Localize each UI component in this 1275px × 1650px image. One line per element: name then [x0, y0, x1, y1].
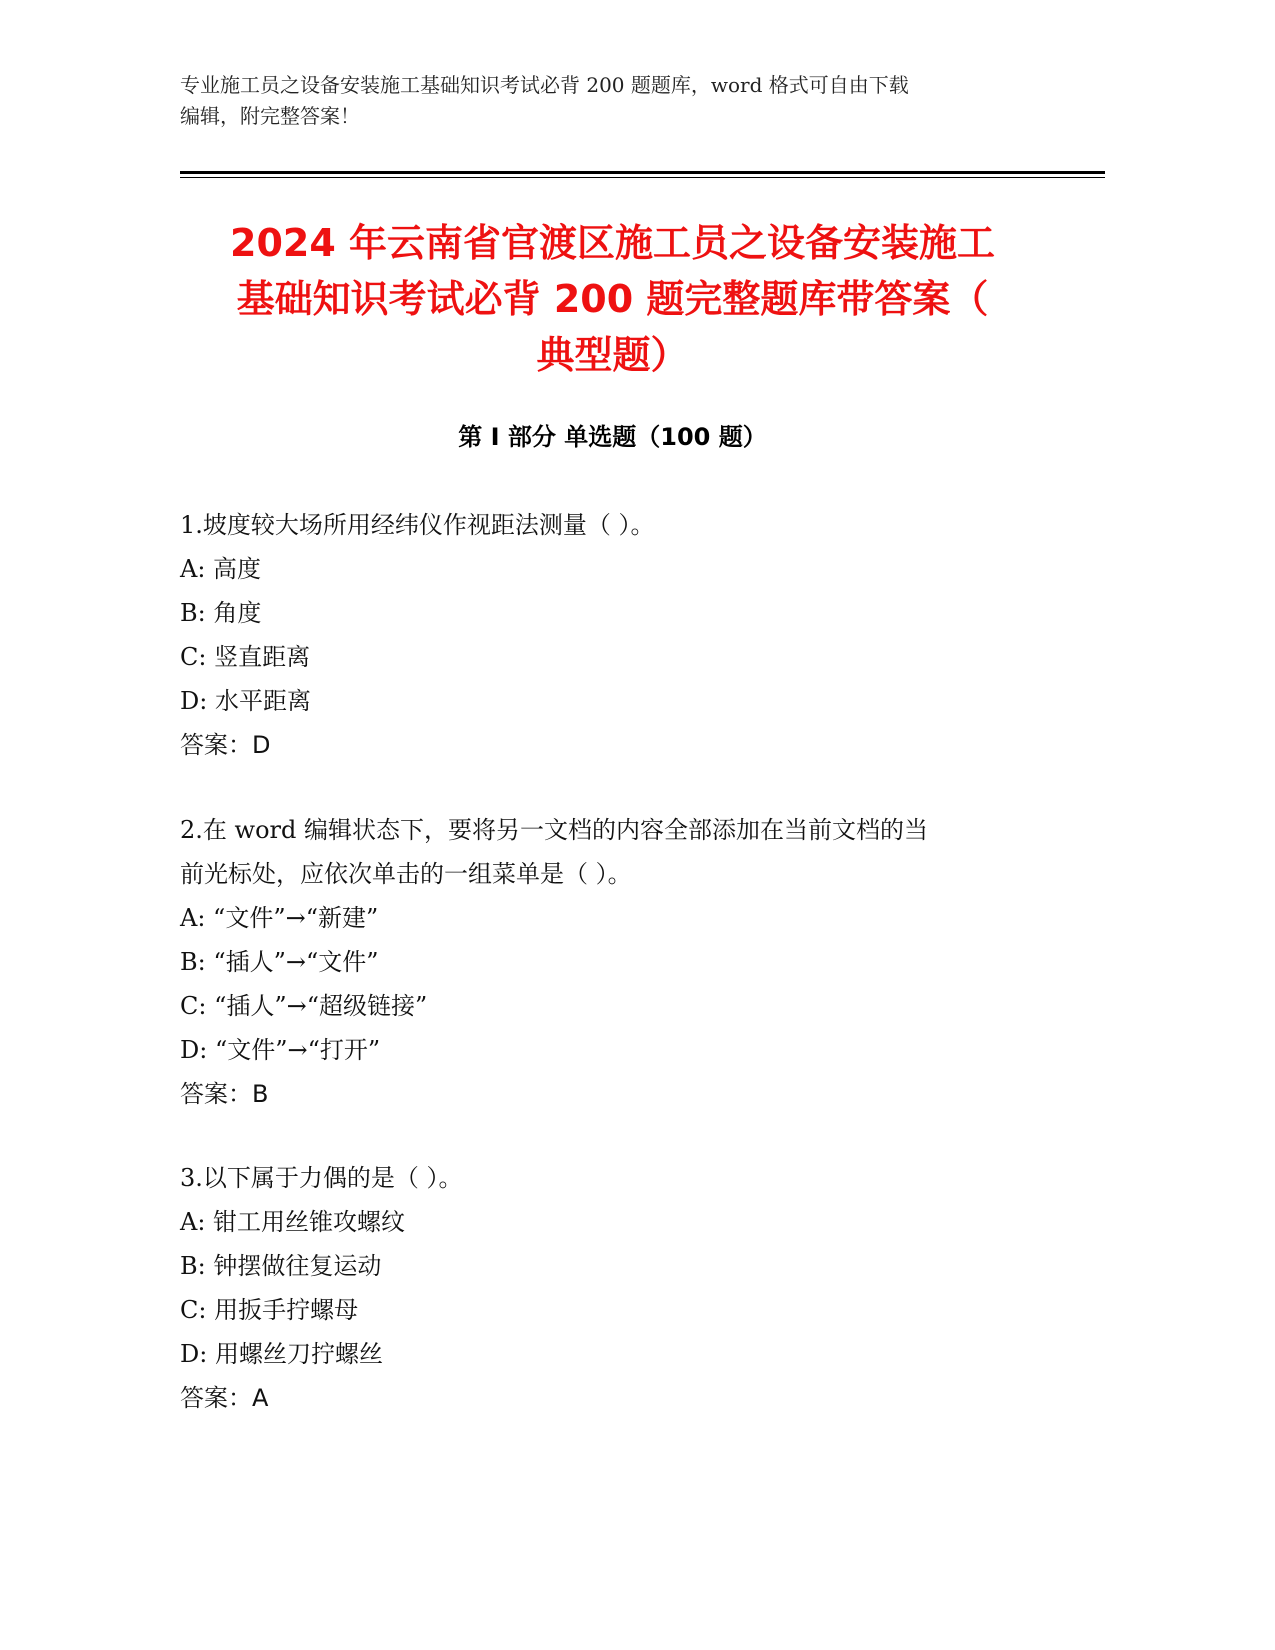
question-3	[180, 1156, 1060, 1420]
header-divider-thick	[180, 171, 1105, 174]
option-b: B: 钟摆做往复运动	[180, 1252, 382, 1280]
option-a: A: “文件”→“新建”	[180, 904, 379, 932]
option-c: C: “插人”→“超级链接”	[180, 992, 428, 1020]
option-b: B: 角度	[180, 599, 262, 627]
option-a: A: 钳工用丝锥攻螺纹	[180, 1208, 406, 1236]
option-c: C: 用扳手拧螺母	[180, 1296, 359, 1324]
question-2	[180, 808, 1060, 1116]
question-stem-line: 3.以下属于力偶的是（ ）。	[180, 1164, 463, 1192]
section-heading: 第 I 部分 单选题（100 题）	[458, 423, 767, 451]
header-note	[180, 70, 1080, 132]
title-line: 2024 年云南省官渡区施工员之设备安装施工	[230, 221, 995, 265]
header-divider-thin	[180, 177, 1105, 178]
question-stem	[180, 503, 1060, 547]
answer-line: 答案：B	[180, 1080, 269, 1108]
question-stem-line: 2.在 word 编辑状态下，要将另一文档的内容全部添加在当前文档的当	[180, 816, 928, 844]
answer-line: 答案：A	[180, 1384, 269, 1412]
header-note-line: 编辑，附完整答案！	[180, 104, 360, 128]
title-line: 基础知识考试必背 200 题完整题库带答案（	[236, 277, 989, 321]
question-stem	[180, 808, 1060, 896]
option-d: D: 用螺丝刀拧螺丝	[180, 1340, 383, 1368]
document-title	[150, 215, 1075, 383]
option-a: A: 高度	[180, 555, 262, 583]
question-stem-line: 前光标处，应依次单击的一组菜单是（ ）。	[180, 860, 632, 888]
header-note-line: 专业施工员之设备安装施工基础知识考试必背 200 题题库，word 格式可自由下载	[180, 73, 909, 97]
option-b: B: “插人”→“文件”	[180, 948, 379, 976]
question-stem	[180, 1156, 1060, 1200]
question-stem-line: 1.坡度较大场所用经纬仪作视距法测量（ ）。	[180, 511, 655, 539]
answer-line: 答案：D	[180, 731, 271, 759]
title-line: 典型题）	[536, 333, 689, 377]
question-1	[180, 503, 1060, 767]
option-d: D: “文件”→“打开”	[180, 1036, 381, 1064]
option-d: D: 水平距离	[180, 687, 311, 715]
option-c: C: 竖直距离	[180, 643, 311, 671]
